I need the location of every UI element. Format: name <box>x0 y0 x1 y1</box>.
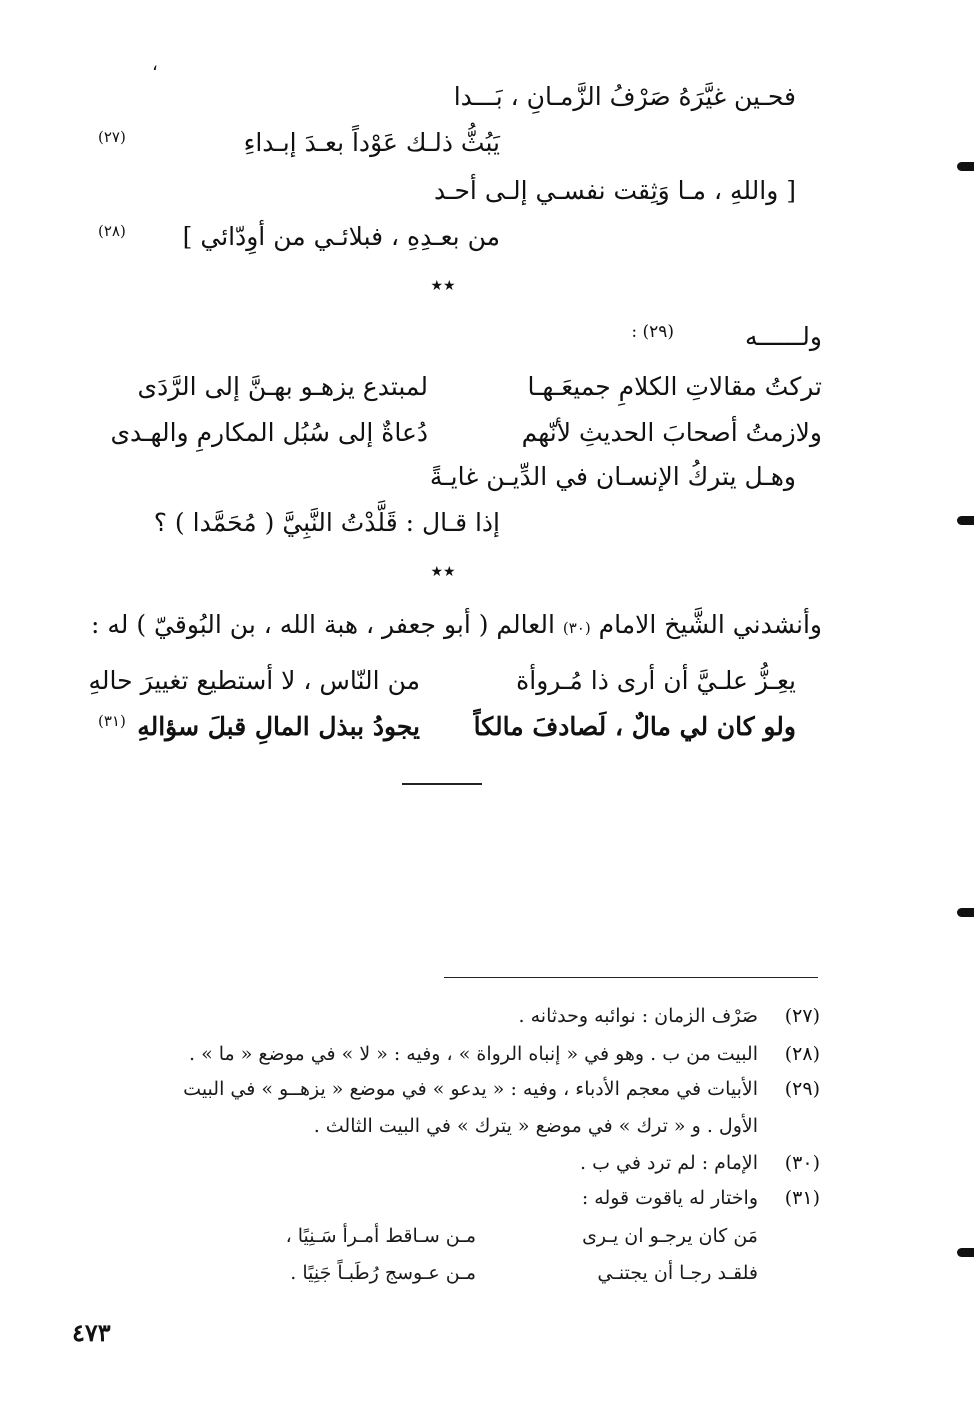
intro-after: العالم ( أبو جعفر ، هبة الله ، بن البُوقيّ ) له : <box>91 610 555 639</box>
poem3-verse1-right: يعِـزُّ علـيَّ أن أرى ذا مُـروأة <box>516 666 796 695</box>
footnote-number: (٣٠) <box>784 1152 820 1174</box>
footnote-text: الإمام : لم ترد في ب . <box>580 1152 758 1174</box>
poem3-verse2-right: ولو كان لي مالٌ ، لَصادفَ مالكاً <box>473 712 796 741</box>
footnote-separator <box>444 977 818 978</box>
intro-before: وأنشدني الشَّيخ الامام <box>598 610 822 639</box>
poem1-line3: [ واللهِ ، مـا وَثِقت نفسـي إلـى أحـد <box>434 176 796 205</box>
footnote-text-continued: الأول . و « ترك » في موضع « يترك » في البيت الثالث . <box>313 1115 758 1137</box>
footnote-text: واختار له ياقوت قوله : <box>581 1187 758 1209</box>
poem2-verse2-left: دُعاةٌ إلى سُبُل المكارمِ والهـدى <box>110 418 428 447</box>
stars-divider: ★★ <box>430 278 456 294</box>
footnote-text: الأبيات في معجم الأدباء ، وفيه : « يدعو » في موضع « يزهــو » في البيت <box>183 1078 758 1100</box>
footnote-ref-31: (٣١) <box>98 712 126 730</box>
poem2-verse1-right: تركتُ مقالاتِ الكلامِ جميعَـهـا <box>527 372 822 401</box>
footnote-ref-28: (٢٨) <box>98 222 126 240</box>
top-mark: ، <box>152 54 158 75</box>
edge-mark <box>957 908 974 917</box>
poem1-line1: فحـين غيَّرَهُ صَرْفُ الزَّمـانِ ، بَـــدا <box>453 82 796 111</box>
poem2-heading: ولــــــه <box>744 322 822 351</box>
poem2-verse3: وهـل يتركُ الإنسـان في الدِّيـن غايـةً <box>429 462 796 491</box>
footnote-ref-27: (٢٧) <box>98 128 126 146</box>
footnote-poem-line2-left: مـن عـوسج رُطَبـاً جَنِيًا . <box>290 1262 476 1284</box>
edge-mark <box>957 162 974 171</box>
edge-mark <box>957 1248 974 1257</box>
footnote-number: (٢٨) <box>784 1043 820 1065</box>
footnote-number: (٢٩) <box>784 1078 820 1100</box>
footnote-poem-line1-left: مـن سـاقط أمـرأ سَـنِيًا ، <box>285 1225 476 1247</box>
poem1-line2: يَبُثُّ ذلـك عَوْداً بعـدَ إبـداءِ <box>243 128 500 157</box>
poem2-verse2-right: ولازمتُ أصحابَ الحديثِ لأنّهم <box>521 418 822 447</box>
footnote-poem-line2-right: فلقـد رجـا أن يجتنـي <box>597 1262 758 1284</box>
footnote-poem-line1-right: مَن كان يرجـو ان يـرى <box>582 1225 758 1247</box>
footnote-ref-30: (٣٠) <box>562 619 591 637</box>
intro-line <box>91 610 822 639</box>
poem2-verse1-left: لمبتدع يزهـو بهـنَّ إلى الرَّدَى <box>137 372 428 401</box>
footnote-text: صَرْف الزمان : نوائبه وحدثانه . <box>518 1005 758 1027</box>
page-number: ٤٧٣ <box>72 1318 111 1347</box>
footnote-ref-29: (٢٩) : <box>631 322 674 342</box>
poem3-verse1-left: من النّاس ، لا أستطيع تغييرَ حالهِ <box>88 666 420 695</box>
footnote-text: البيت من ب . وهو في « إنباه الرواة » ، وفيه : « لا » في موضع « ما » . <box>189 1043 758 1065</box>
footnote-number: (٣١) <box>784 1187 820 1209</box>
poem1-line4: من بعـدِهِ ، فبلائـي من أوِدّائي ] <box>182 222 500 251</box>
section-rule <box>402 783 482 785</box>
poem2-verse4: إذا قـال : قَلَّدْتُ النَّبِيَّ ( مُحَمَّدا ) ؟ <box>153 508 500 537</box>
poem3-verse2-left: يجودُ ببذل المالِ قبلَ سؤالهِ <box>137 712 420 741</box>
footnote-number: (٢٧) <box>784 1005 820 1027</box>
edge-mark <box>957 516 974 525</box>
stars-divider: ★★ <box>430 564 456 580</box>
